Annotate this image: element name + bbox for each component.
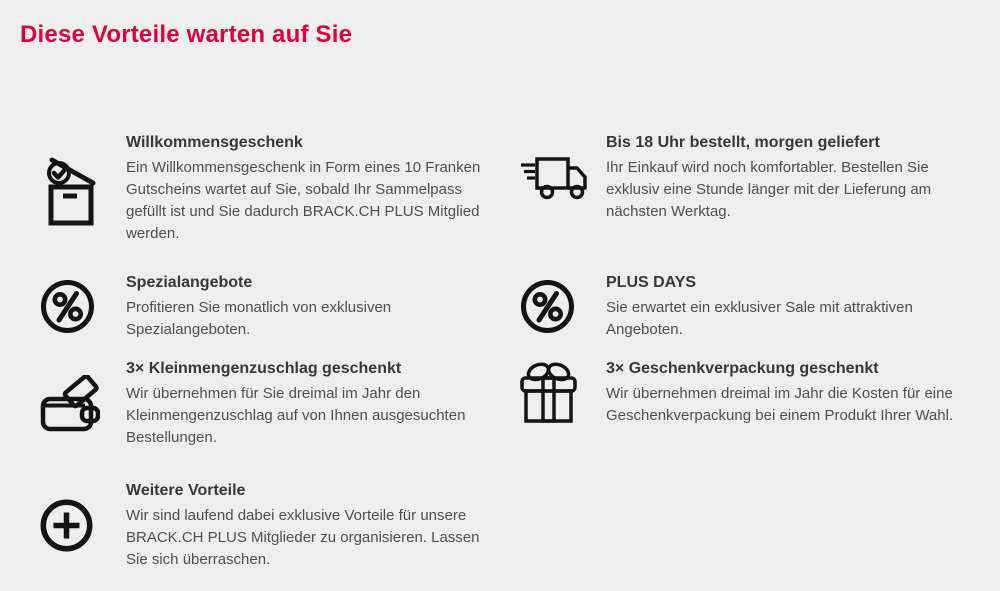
benefit-title: 3× Geschenkverpackung geschenkt xyxy=(606,360,879,377)
benefit-title: 3× Kleinmengenzuschlag geschenkt xyxy=(126,360,402,377)
benefit-text: Ein Willkommensgeschenk in Form eines 10 Franken Gutscheins wartet auf Sie, sobald Ihr Sammelpass gefüllt ist und Sie dadurch BRACK.CH PLUS Mitglied werden. xyxy=(126,159,481,242)
section-title: Diese Vorteile warten auf Sie xyxy=(20,21,353,48)
benefit-text: Wir übernehmen für Sie dreimal im Jahr den Kleinmengenzuschlag auf von Ihnen ausgesuchten Bestellungen. xyxy=(126,385,466,446)
benefit-title: Willkommensgeschenk xyxy=(126,134,303,151)
percent-circle-icon xyxy=(40,279,126,334)
benefit-item-spezialangebote xyxy=(40,272,490,341)
delivery-truck-icon xyxy=(520,155,606,201)
gift-box-icon xyxy=(520,361,606,425)
percent-circle-icon xyxy=(520,279,606,334)
benefit-item-willkommensgeschenk xyxy=(40,132,490,245)
benefit-text: Profitieren Sie monatlich von exklusiven Spezialangeboten. xyxy=(126,299,392,338)
benefit-text: Ihr Einkauf wird noch komfortabler. Bestellen Sie exklusiv eine Stunde länger mit der Lieferung am nächsten Werktag. xyxy=(606,159,932,220)
benefit-item-weitere-vorteile xyxy=(40,480,490,571)
benefits-column-left xyxy=(40,132,490,571)
benefit-text: Wir übernehmen dreimal im Jahr die Kosten für eine Geschenkverpackung bei einem Produkt Ihrer Wahl. xyxy=(606,385,954,424)
benefit-title: PLUS DAYS xyxy=(606,274,697,291)
welcome-gift-box-icon xyxy=(40,151,126,227)
benefit-title: Weitere Vorteile xyxy=(126,482,246,499)
benefit-title: Bis 18 Uhr bestellt, morgen geliefert xyxy=(606,134,880,151)
benefit-item-kleinmengenzuschlag xyxy=(40,358,490,449)
benefit-text: Sie erwartet ein exklusiver Sale mit attraktiven Angeboten. xyxy=(606,299,913,338)
benefit-item-lieferung xyxy=(520,132,965,223)
benefits-column-right xyxy=(520,132,965,571)
benefit-item-plus-days xyxy=(520,272,965,341)
benefits-grid xyxy=(40,132,985,571)
wallet-icon xyxy=(40,375,126,432)
plus-circle-icon xyxy=(40,499,126,552)
benefit-item-geschenkverpackung xyxy=(520,358,965,427)
benefit-title: Spezialangebote xyxy=(126,274,253,291)
benefit-text: Wir sind laufend dabei exklusive Vorteile für unsere BRACK.CH PLUS Mitglieder zu organisieren. Lassen Sie sich überraschen. xyxy=(126,507,480,568)
